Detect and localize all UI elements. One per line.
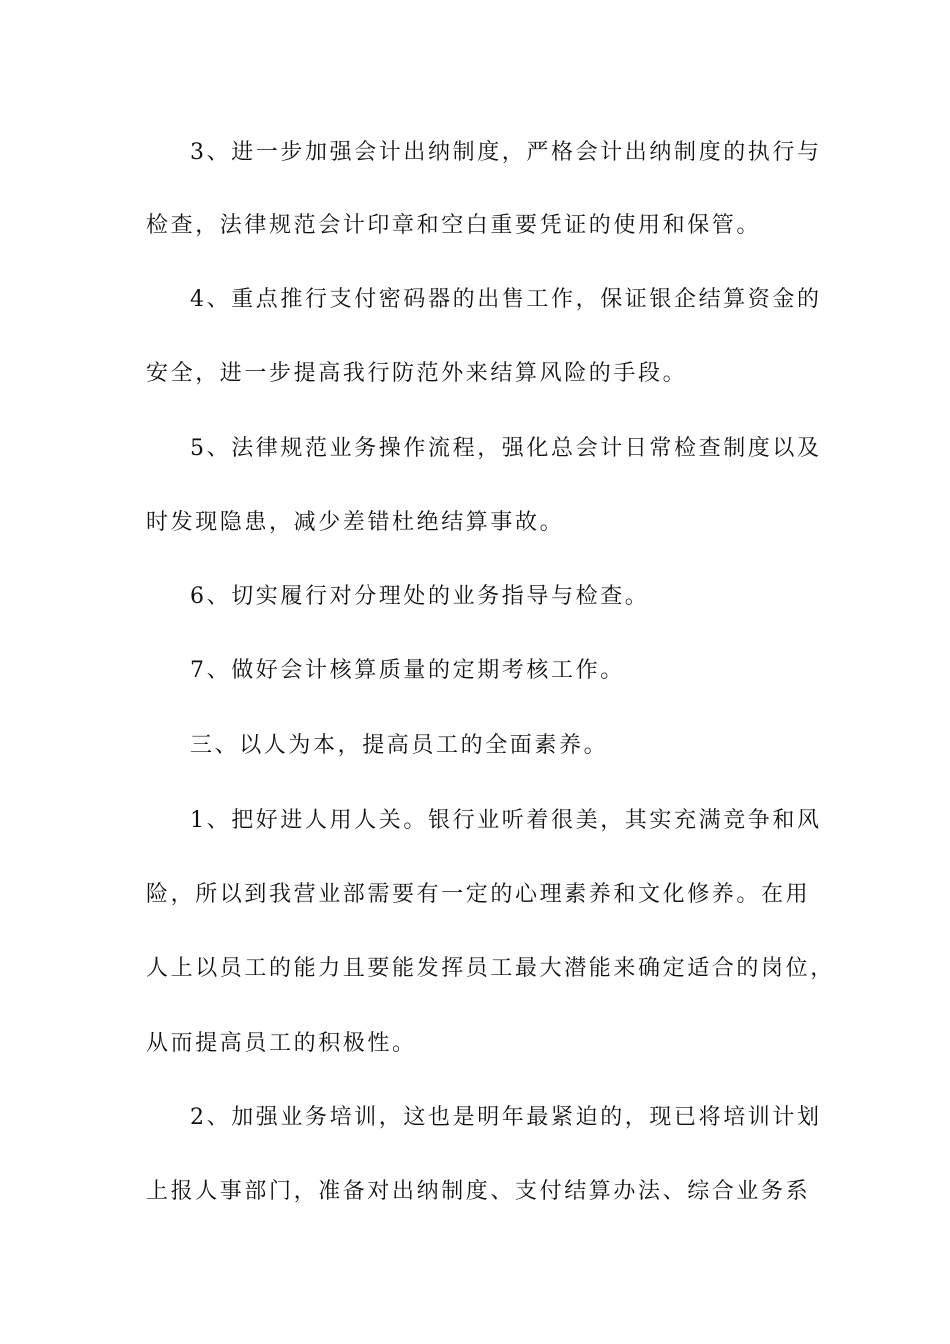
paragraph-line: 时发现隐患，减少差错杜绝结算事故。 (146, 510, 565, 535)
section-heading: 三、以人为本，提高员工的全面素养。 (190, 733, 609, 758)
paragraph-line: 检查，法律规范会计印章和空白重要凭证的使用和保管。 (146, 213, 762, 238)
paragraph-line: 安全，进一步提高我行防范外来结算风险的手段。 (146, 361, 688, 386)
paragraph-line: 从而提高员工的积极性。 (146, 1031, 417, 1056)
paragraph-line: 2、加强业务培训，这也是明年最紧迫的，现已将培训计划 (190, 1105, 822, 1130)
paragraph-line: 4、重点推行支付密码器的出售工作，保证银企结算资金的 (190, 287, 822, 312)
paragraph-line: 上报人事部门，准备对出纳制度、支付结算办法、综合业务系 (146, 1179, 811, 1204)
paragraph-line: 1、把好进人用人关。银行业听着很美，其实充满竞争和风 (190, 808, 822, 833)
paragraph-line: 7、做好会计核算质量的定期考核工作。 (190, 658, 625, 683)
paragraph-line: 险，所以到我营业部需要有一定的心理素养和文化修养。在用 (146, 882, 811, 907)
paragraph-line: 6、切实履行对分理处的业务指导与检查。 (190, 584, 650, 609)
paragraph-line: 3、进一步加强会计出纳制度，严格会计出纳制度的执行与 (190, 140, 822, 165)
paragraph-line: 5、法律规范业务操作流程，强化总会计日常检查制度以及 (190, 436, 822, 461)
paragraph-line: 人上以员工的能力且要能发挥员工最大潜能来确定适合的岗位， (146, 956, 835, 981)
